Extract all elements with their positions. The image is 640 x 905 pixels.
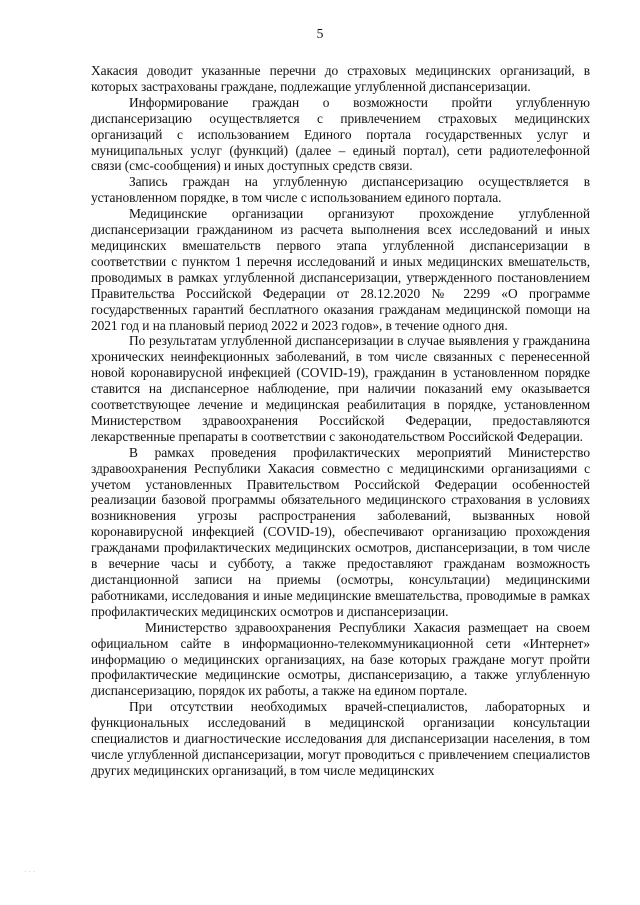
paragraph-registration: Запись граждан на углубленную диспансеризацию осуществляется в установленном порядке, в том числе с использованием единого портала.	[91, 174, 590, 206]
paragraph-ministry-website: Министерство здравоохранения Республики Хакасия размещает на своем официальном сайте в информационно-телекоммуникационной сети «Интернет» информацию о медицинских организациях, на базе которых граждане могут пройти профилактические медицинские осмотры, диспансеризацию, а также углубленную диспансеризацию, порядок их работы, а также на едином портале.	[91, 619, 590, 699]
document-body	[91, 63, 590, 779]
scan-artifact: · · ·	[24, 868, 36, 876]
paragraph-medical-organizations: Медицинские организации организуют прохождение углубленной диспансеризации гражданином из расчета выполнения всех исследований и иных медицинских вмешательств первого этапа углубленной диспансеризации в соответствии с пунктом 1 перечня исследований и иных медицинских вмешательств, проводимых в рамках углубленной диспансеризации, утвержденного постановлением Правительства Российской Федерации от 28.12.2020 № 2299 «О программе государственных гарантий бесплатного оказания гражданам медицинской помощи на 2021 год и на плановый период 2022 и 2023 годов», в течение одного дня.	[91, 206, 590, 333]
paragraph-preventive-measures: В рамках проведения профилактических мероприятий Министерство здравоохранения Республики Хакасия совместно с медицинскими организациями с учетом установленных Правительством Российской Федерации особенностей реализации базовой программы обязательного медицинского страхования в условиях возникновения угрозы распространения заболеваний, вызванных новой коронавирусной инфекцией (COVID-19), обеспечивают организацию прохождения гражданами профилактических медицинских осмотров, диспансеризации, в том числе в вечерние часы и субботу, а также предоставляют гражданам возможность дистанционной записи на приемы (осмотры, консультации) медицинскими работниками, исследования и иные медицинские вмешательства, проводимые в рамках профилактических медицинских осмотров и диспансеризации.	[91, 444, 590, 619]
paragraph-continuation: Хакасия доводит указанные перечни до страховых медицинских организаций, в которых застрахованы граждане, подлежащие углубленной диспансеризации.	[91, 63, 590, 94]
paragraph-specialists: При отсутствии необходимых врачей-специалистов, лабораторных и функциональных исследований в медицинской организации консультации специалистов и диагностические исследования для диспансеризации населения, в том числе углубленной диспансеризации, могут проводиться с привлечением специалистов других медицинских организаций, в том числе медицинских	[91, 699, 590, 778]
paragraph-results: По результатам углубленной диспансеризации в случае выявления у гражданина хронических неинфекционных заболеваний, в том числе связанных с перенесенной новой коронавирусной инфекцией (COVID-19), гражданин в установленном порядке ставится на диспансерное наблюдение, при наличии показаний ему оказывается соответствующее лечение и медицинская реабилитация в порядке, установленном Министерством здравоохранения Российской Федерации, предоставляются лекарственные препараты в соответствии с законодательством Российской Федерации.	[91, 333, 590, 444]
paragraph-informing: Информирование граждан о возможности пройти углубленную диспансеризацию осуществляется с привлечением страховых медицинских организаций с использованием Единого портала государственных услуг и муниципальных услуг (функций) (далее – единый портал), сети радиотелефонной связи (смс-сообщения) и иных доступных средств связи.	[91, 94, 590, 174]
page-number: 5	[316, 26, 324, 41]
